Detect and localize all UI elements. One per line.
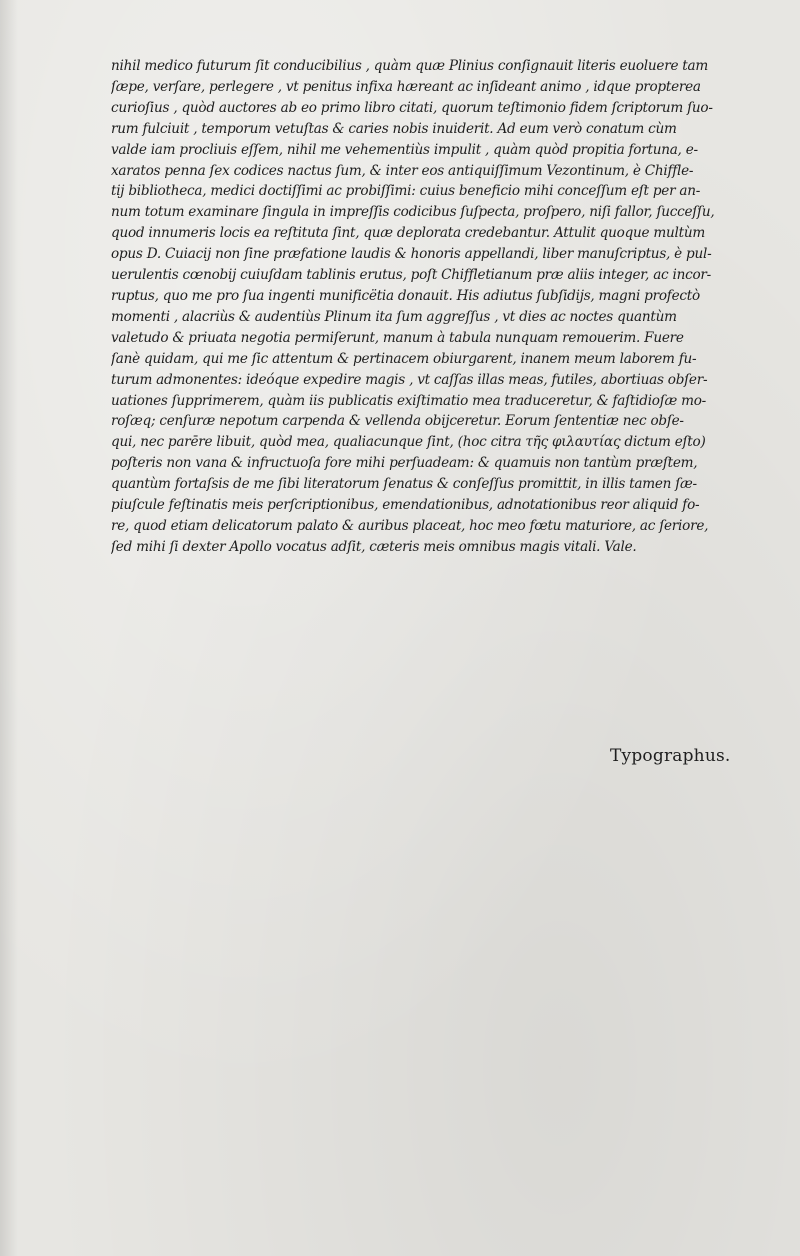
text-line: nihil medico futurum ſit conducibilius , quàm quæ Plinius conſignauit literis euoluere tam xyxy=(111,58,709,74)
text-line: turum admonentes: ideóque expedire magis , vt caſſas illas meas, futiles, abortiuas obſer- xyxy=(111,371,708,388)
text-line: xaratos penna ſex codices nactus ſum, & inter eos antiquiſſimum Vezontinum, è Chiffle- xyxy=(111,162,694,179)
text-line: ruptus, quo me pro ſua ingenti munificëtia donauit. His adiutus ſubſidijs, magni profectò xyxy=(111,287,700,304)
text-line: num totum examinare ſingula in impreſſis codicibus ſuſpecta, proſpero, niſi fallor, ſucceſſu, xyxy=(111,204,715,221)
page-edge-shadow xyxy=(0,0,18,1256)
body-text xyxy=(111,56,797,558)
typographus-signature: Typographus. xyxy=(610,746,731,766)
text-line: uerulentis cœnobij cuiuſdam tablinis erutus, poſt Chiffletianum præ aliis integer, ac incor- xyxy=(111,267,711,284)
text-line: roſæq; cenſuræ nepotum carpenda & vellenda obijceretur. Eorum ſententiæ nec obſe- xyxy=(111,413,684,430)
text-line: tij bibliotheca, medici doctiſſimi ac probiſſimi: cuius beneficio mihi conceſſum eſt per an- xyxy=(111,183,701,200)
text-line: quantùm fortaſsis de me ſibi literatorum ſenatus & conſeſſus promittit, in illis tamen ſæ- xyxy=(111,476,697,493)
text-line: rum fulciuit , temporum vetuſtas & caries nobis inuiderit. Ad eum verò conatum cùm xyxy=(111,120,677,137)
text-line: momenti , alacriùs & audentiùs Plinum ita ſum aggreſſus , vt dies ac noctes quantùm xyxy=(111,308,677,325)
text-line: qui, nec parēre libuit, quòd mea, qualiacunque ſint, (hoc citra τῆς φιλαυτίας dictum eſto) xyxy=(111,434,706,451)
text-line: curioſius , quòd auctores ab eo primo libro citati, quorum teſtimonio fidem ſcriptorum ſuo- xyxy=(111,99,713,116)
text-line: quod innumeris locis ea reſtituta ſint, quæ deplorata credebantur. Attulit quoque multùm xyxy=(111,225,705,242)
text-line: piuſcule feſtinatis meis perſcriptionibus, emendationibus, adnotationibus reor aliquid fo- xyxy=(111,497,700,514)
text-line: valetudo & priuata negotia permiſerunt, manum à tabula nunquam remouerim. Fuere xyxy=(111,329,684,346)
text-line: ſæpe, verſare, perlegere , vt penitus infixa hæreant ac inſideant animo , idque propterea xyxy=(111,78,701,95)
text-line: re, quod etiam delicatorum palato & auribus placeat, hoc meo fœtu maturiore, ac ſeriore, xyxy=(111,517,709,534)
text-line: uationes ſupprimerem, quàm iis publicatis exiſtimatio mea traduceretur, & faſtidioſæ mo- xyxy=(111,392,707,409)
text-line: poſteris non vana & infructuoſa fore mihi perſuadeam: & quamuis non tantùm præſtem, xyxy=(111,455,698,472)
text-line: valde iam procliuis eſſem, nihil me vehementiùs impulit , quàm quòd propitia fortuna, e- xyxy=(111,141,698,158)
text-line: ſed mihi ſi dexter Apollo vocatus adſit, cæteris meis omnibus magis vitali. Vale. xyxy=(111,538,637,555)
text-line: ſanè quidam, qui me ſic attentum & pertinacem obiurgarent, inanem meum laborem fu- xyxy=(111,350,697,367)
text-line: opus D. Cuiacij non ſine præfatione laudis & honoris appellandi, liber manuſcriptus, è pul- xyxy=(111,246,712,263)
